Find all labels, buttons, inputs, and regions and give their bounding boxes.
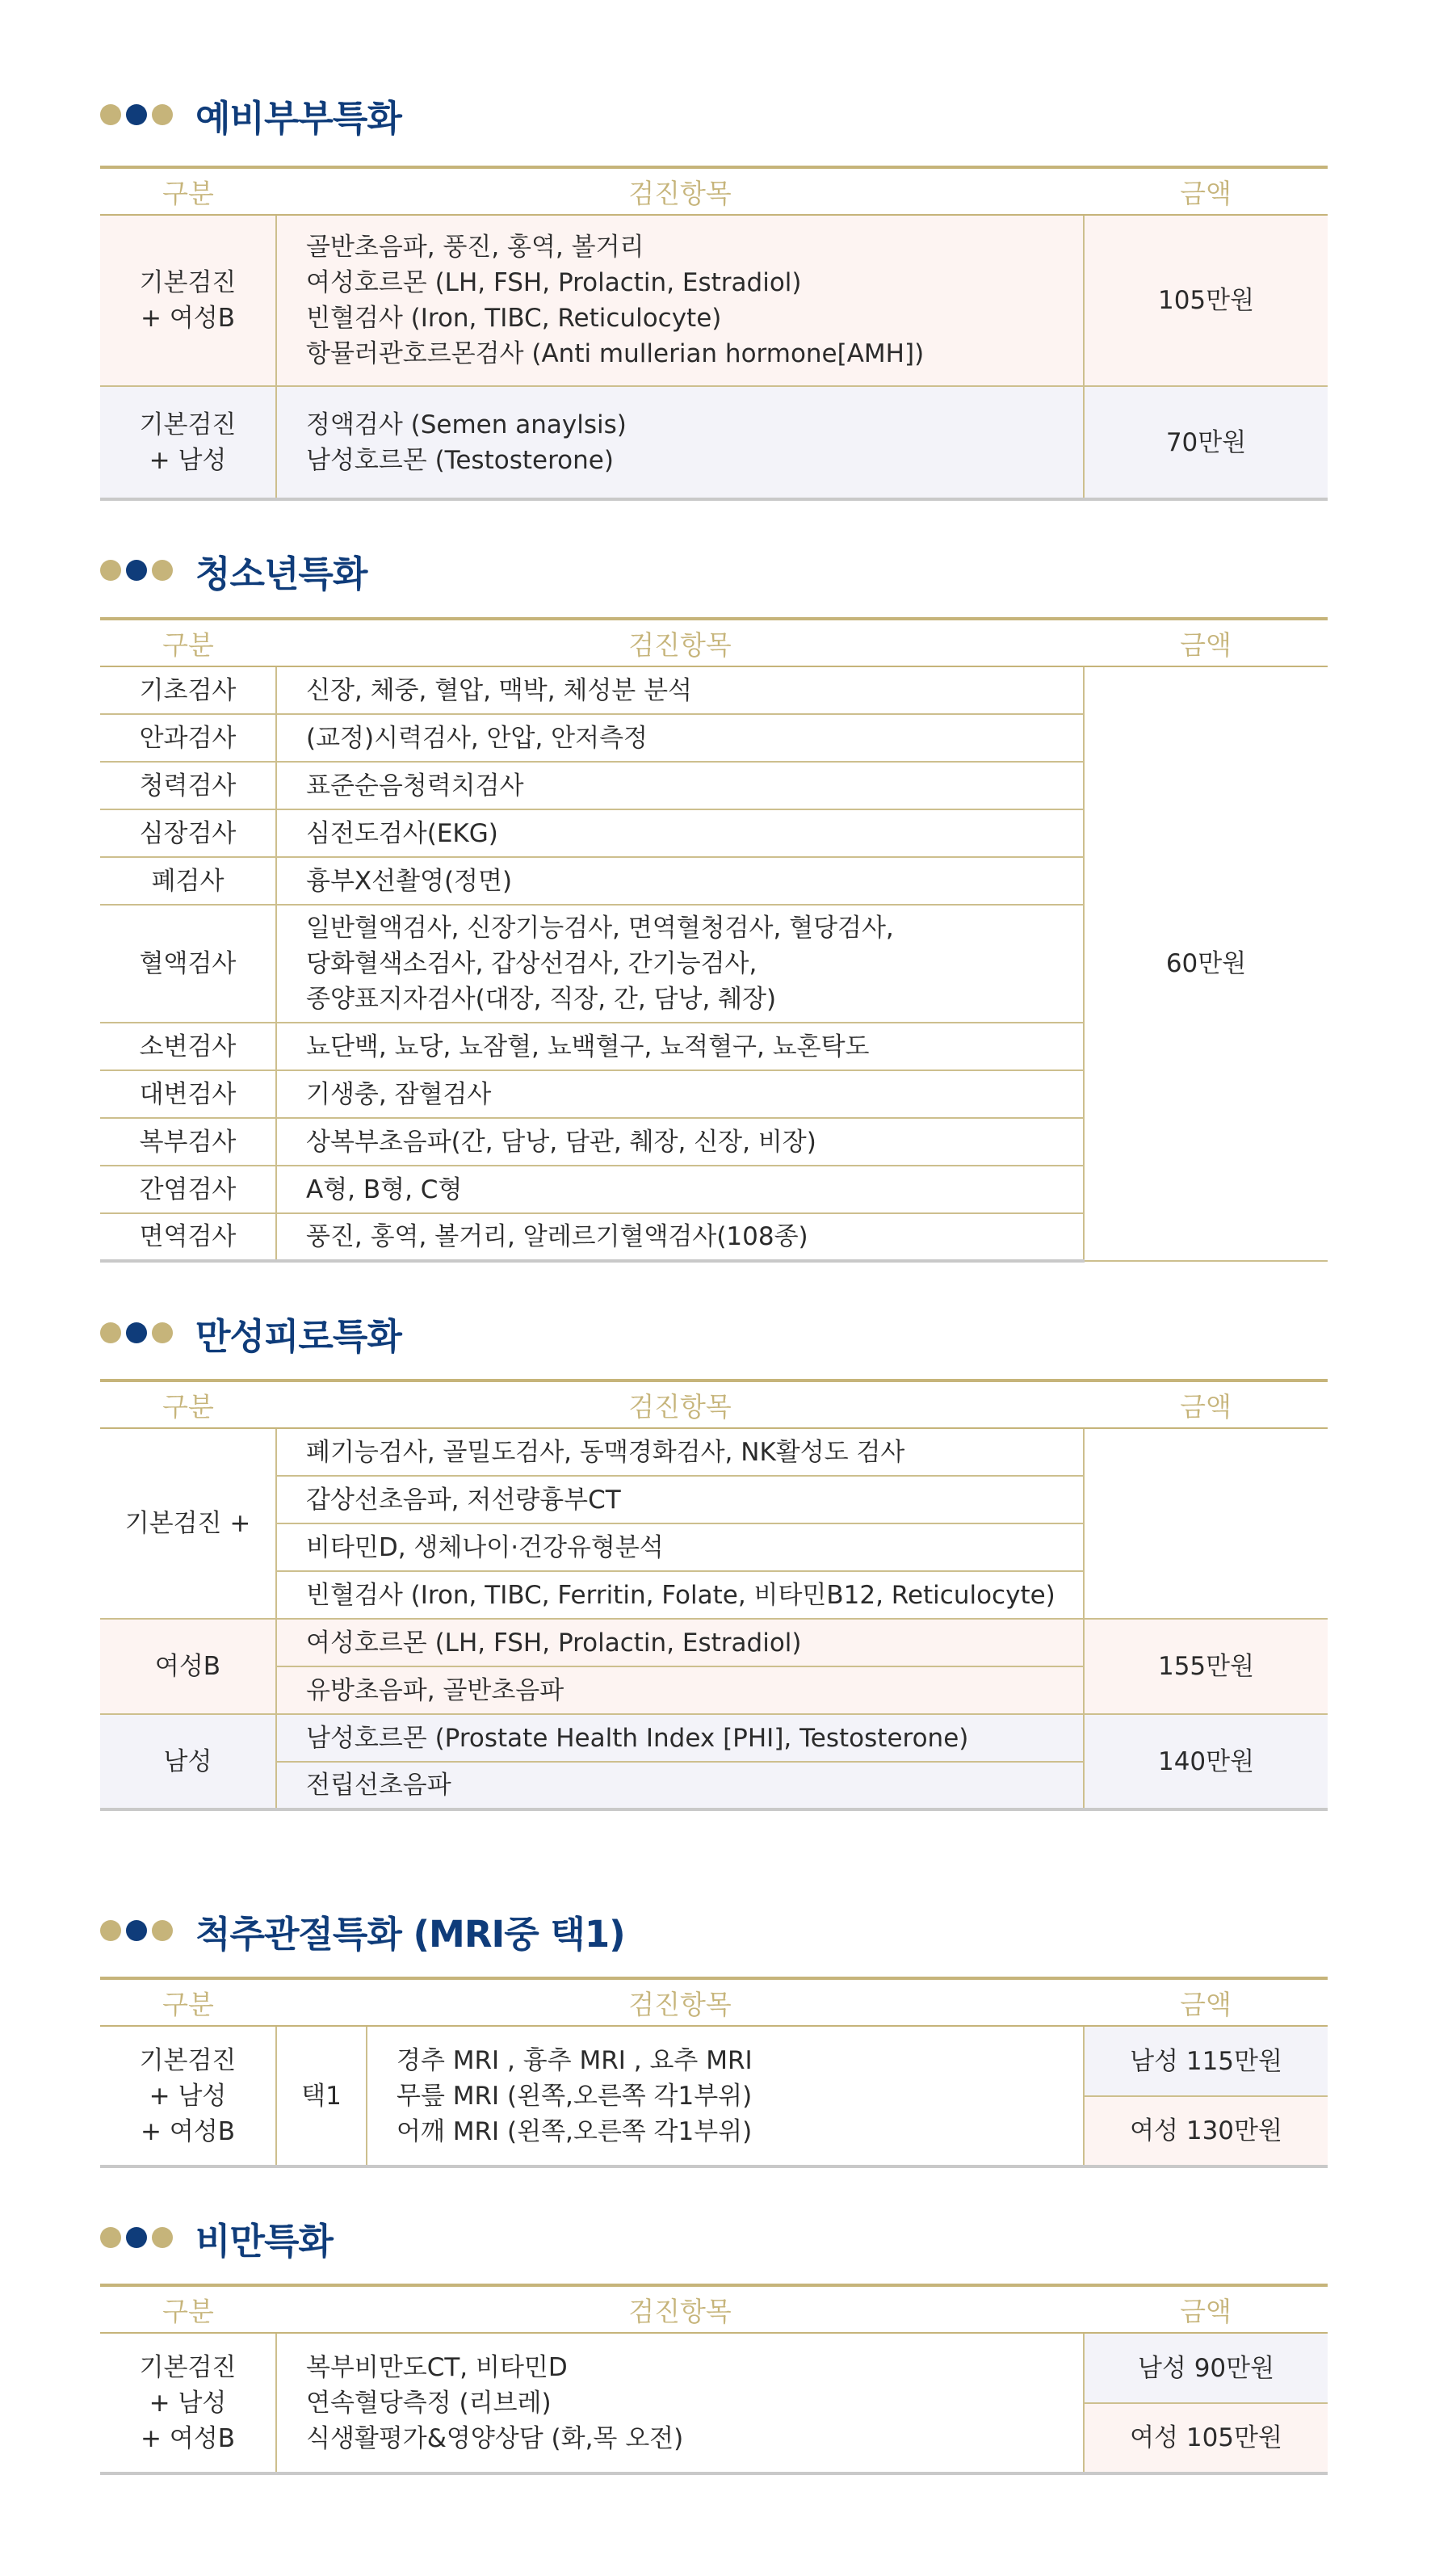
items-cell: 상복부초음파(간, 담낭, 담관, 췌장, 신장, 비장) [276, 1118, 1084, 1166]
bullet-dots-icon [100, 2227, 178, 2248]
header-category: 구분 [100, 2285, 276, 2333]
price-cell-male: 남성 115만원 [1084, 2026, 1328, 2096]
price-cell: 140만원 [1084, 1714, 1328, 1809]
items-cell: 기생충, 잠혈검사 [276, 1070, 1084, 1118]
price-cell: 155만원 [1084, 1619, 1328, 1714]
header-category: 구분 [100, 167, 276, 215]
prewedding-table [100, 166, 1328, 501]
spine-joint-table [100, 1977, 1328, 2168]
obesity-table [100, 2284, 1328, 2475]
items-cell: 뇨단백, 뇨당, 뇨잠혈, 뇨백혈구, 뇨적혈구, 뇨혼탁도 [276, 1023, 1084, 1070]
items-cell: 여성호르몬 (LH, FSH, Prolactin, Estradiol) [276, 1619, 1084, 1666]
category-cell: 남성 [100, 1714, 276, 1809]
category-cell: 기초검사 [100, 666, 276, 714]
category-cell: 여성B [100, 1619, 276, 1714]
items-cell: 골반초음파, 풍진, 홍역, 볼거리 여성호르몬 (LH, FSH, Prolactin, Estradiol) 빈혈검사 (Iron, TIBC, Reticulocyte) 항뮬러관호르몬검사 (Anti mullerian hormone[AMH]) [276, 215, 1084, 386]
choice-cell: 택1 [276, 2026, 367, 2166]
category-cell: 소변검사 [100, 1023, 276, 1070]
header-price: 금액 [1084, 1978, 1328, 2026]
items-cell: 풍진, 홍역, 볼거리, 알레르기혈액검사(108종) [276, 1213, 1084, 1261]
items-cell: A형, B형, C형 [276, 1166, 1084, 1213]
section-heading: 척추관절특화 (MRI중 택1) [195, 1912, 625, 1956]
category-cell: 간염검사 [100, 1166, 276, 1213]
items-cell: 심전도검사(EKG) [276, 809, 1084, 857]
items-cell: 남성호르몬 (Prostate Health Index [PHI], Testosterone) [276, 1714, 1084, 1762]
header-category: 구분 [100, 619, 276, 666]
bullet-dots-icon [100, 1322, 178, 1343]
items-cell: 폐기능검사, 골밀도검사, 동맥경화검사, NK활성도 검사 [276, 1428, 1084, 1476]
category-cell: 안과검사 [100, 714, 276, 762]
category-cell: 청력검사 [100, 762, 276, 809]
category-cell: 기본검진 + 남성 + 여성B [100, 2333, 276, 2473]
category-cell: 기본검진 + 남성 [100, 386, 276, 499]
items-cell: 흉부X선촬영(정면) [276, 857, 1084, 905]
category-cell: 기본검진 + 여성B [100, 215, 276, 386]
category-cell: 기본검진 + [100, 1428, 276, 1619]
price-cell-empty [1084, 1428, 1328, 1619]
section-heading: 비만특화 [195, 2219, 333, 2263]
items-cell: 표준순음청력치검사 [276, 762, 1084, 809]
items-cell: 빈혈검사 (Iron, TIBC, Ferritin, Folate, 비타민B12, Reticulocyte) [276, 1571, 1084, 1619]
table-row [100, 2333, 1328, 2403]
header-category: 구분 [100, 1978, 276, 2026]
bullet-dots-icon [100, 1920, 178, 1941]
items-cell: 정액검사 (Semen anaylsis) 남성호르몬 (Testosterone) [276, 386, 1084, 499]
category-cell: 기본검진 + 남성 + 여성B [100, 2026, 276, 2166]
price-cell: 60만원 [1084, 666, 1328, 1261]
header-items: 검진항목 [276, 619, 1084, 666]
header-items: 검진항목 [276, 167, 1084, 215]
items-cell: 일반혈액검사, 신장기능검사, 면역혈청검사, 혈당검사, 당화혈색소검사, 갑상선검사, 간기능검사, 종양표지자검사(대장, 직장, 간, 담낭, 췌장) [276, 905, 1084, 1023]
header-price: 금액 [1084, 2285, 1328, 2333]
table-row [100, 1619, 1328, 1666]
items-cell: 유방초음파, 골반초음파 [276, 1666, 1084, 1714]
table-row [100, 2026, 1328, 2096]
header-items: 검진항목 [276, 1380, 1084, 1428]
category-cell: 면역검사 [100, 1213, 276, 1261]
items-cell: 신장, 체중, 혈압, 맥박, 체성분 분석 [276, 666, 1084, 714]
header-items: 검진항목 [276, 2285, 1084, 2333]
section-heading: 만성피로특화 [195, 1314, 401, 1358]
price-cell-male: 남성 90만원 [1084, 2333, 1328, 2403]
section-title-spine-joint [100, 1906, 625, 1955]
header-price: 금액 [1084, 167, 1328, 215]
table-row [100, 1428, 1328, 1476]
category-cell: 폐검사 [100, 857, 276, 905]
section-title-chronic-fatigue [100, 1309, 401, 1357]
header-category: 구분 [100, 1380, 276, 1428]
header-items: 검진항목 [276, 1978, 1084, 2026]
youth-table [100, 617, 1328, 1263]
table-row [100, 215, 1328, 386]
table-row [100, 1714, 1328, 1762]
category-cell: 혈액검사 [100, 905, 276, 1023]
chronic-fatigue-table [100, 1379, 1328, 1811]
items-cell: 갑상선초음파, 저선량흉부CT [276, 1476, 1084, 1523]
price-cell: 105만원 [1084, 215, 1328, 386]
category-cell: 심장검사 [100, 809, 276, 857]
header-price: 금액 [1084, 1380, 1328, 1428]
items-cell: 전립선초음파 [276, 1762, 1084, 1809]
price-cell-female: 여성 105만원 [1084, 2403, 1328, 2473]
section-title-youth [100, 546, 367, 595]
table-row [100, 666, 1328, 714]
category-cell: 대변검사 [100, 1070, 276, 1118]
section-title-prewedding [100, 90, 401, 139]
section-title-obesity [100, 2213, 333, 2262]
bullet-dots-icon [100, 560, 178, 581]
items-cell: (교정)시력검사, 안압, 안저측정 [276, 714, 1084, 762]
bullet-dots-icon [100, 104, 178, 125]
price-cell-female: 여성 130만원 [1084, 2096, 1328, 2166]
items-cell: 경추 MRI , 흉추 MRI , 요추 MRI 무릎 MRI (왼쪽,오른쪽 각1부위) 어깨 MRI (왼쪽,오른쪽 각1부위) [367, 2026, 1084, 2166]
section-heading: 예비부부특화 [195, 96, 401, 140]
section-heading: 청소년특화 [195, 552, 367, 595]
header-price: 금액 [1084, 619, 1328, 666]
table-row [100, 386, 1328, 499]
items-cell: 복부비만도CT, 비타민D 연속혈당측정 (리브레) 식생활평가&영양상담 (화,목 오전) [276, 2333, 1084, 2473]
items-cell: 비타민D, 생체나이·건강유형분석 [276, 1523, 1084, 1571]
price-cell: 70만원 [1084, 386, 1328, 499]
category-cell: 복부검사 [100, 1118, 276, 1166]
